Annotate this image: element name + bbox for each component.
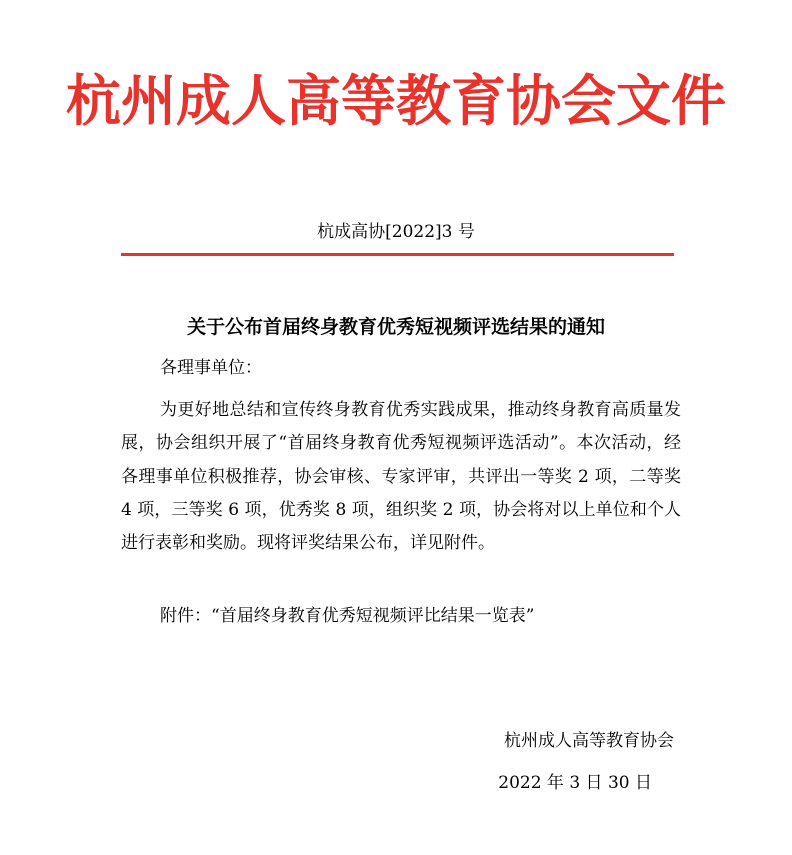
red-divider-line bbox=[121, 253, 674, 256]
salutation: 各理事单位： bbox=[160, 358, 262, 378]
document-number: 杭成高协[2022]3 号 bbox=[317, 222, 475, 242]
body-paragraph: 为更好地总结和宣传终身教育优秀实践成果，推动终身教育高质量发展，协会组织开展了“首届终身教育优秀短视频评选活动”。本次活动，经各理事单位积极推荐，协会审核、专家评审，共评出一等奖 2 项，二等奖 4 项，三等奖 6 项，优秀奖 8 项，组织奖 2 项，协会将对以上单位和个人进行表彰和奖励。现将评奖结果公布，详见附件。 bbox=[121, 400, 681, 554]
signature-date: 2022 年 3 日 30 日 bbox=[498, 773, 652, 793]
notice-title: 关于公布首届终身教育优秀短视频评选结果的通知 bbox=[186, 316, 605, 338]
red-letterhead-title: 杭州成人高等教育协会文件 bbox=[65, 68, 726, 133]
signature-organization: 杭州成人高等教育协会 bbox=[504, 731, 674, 751]
attachment-note: 附件：“首届终身教育优秀短视频评比结果一览表” bbox=[160, 606, 535, 626]
